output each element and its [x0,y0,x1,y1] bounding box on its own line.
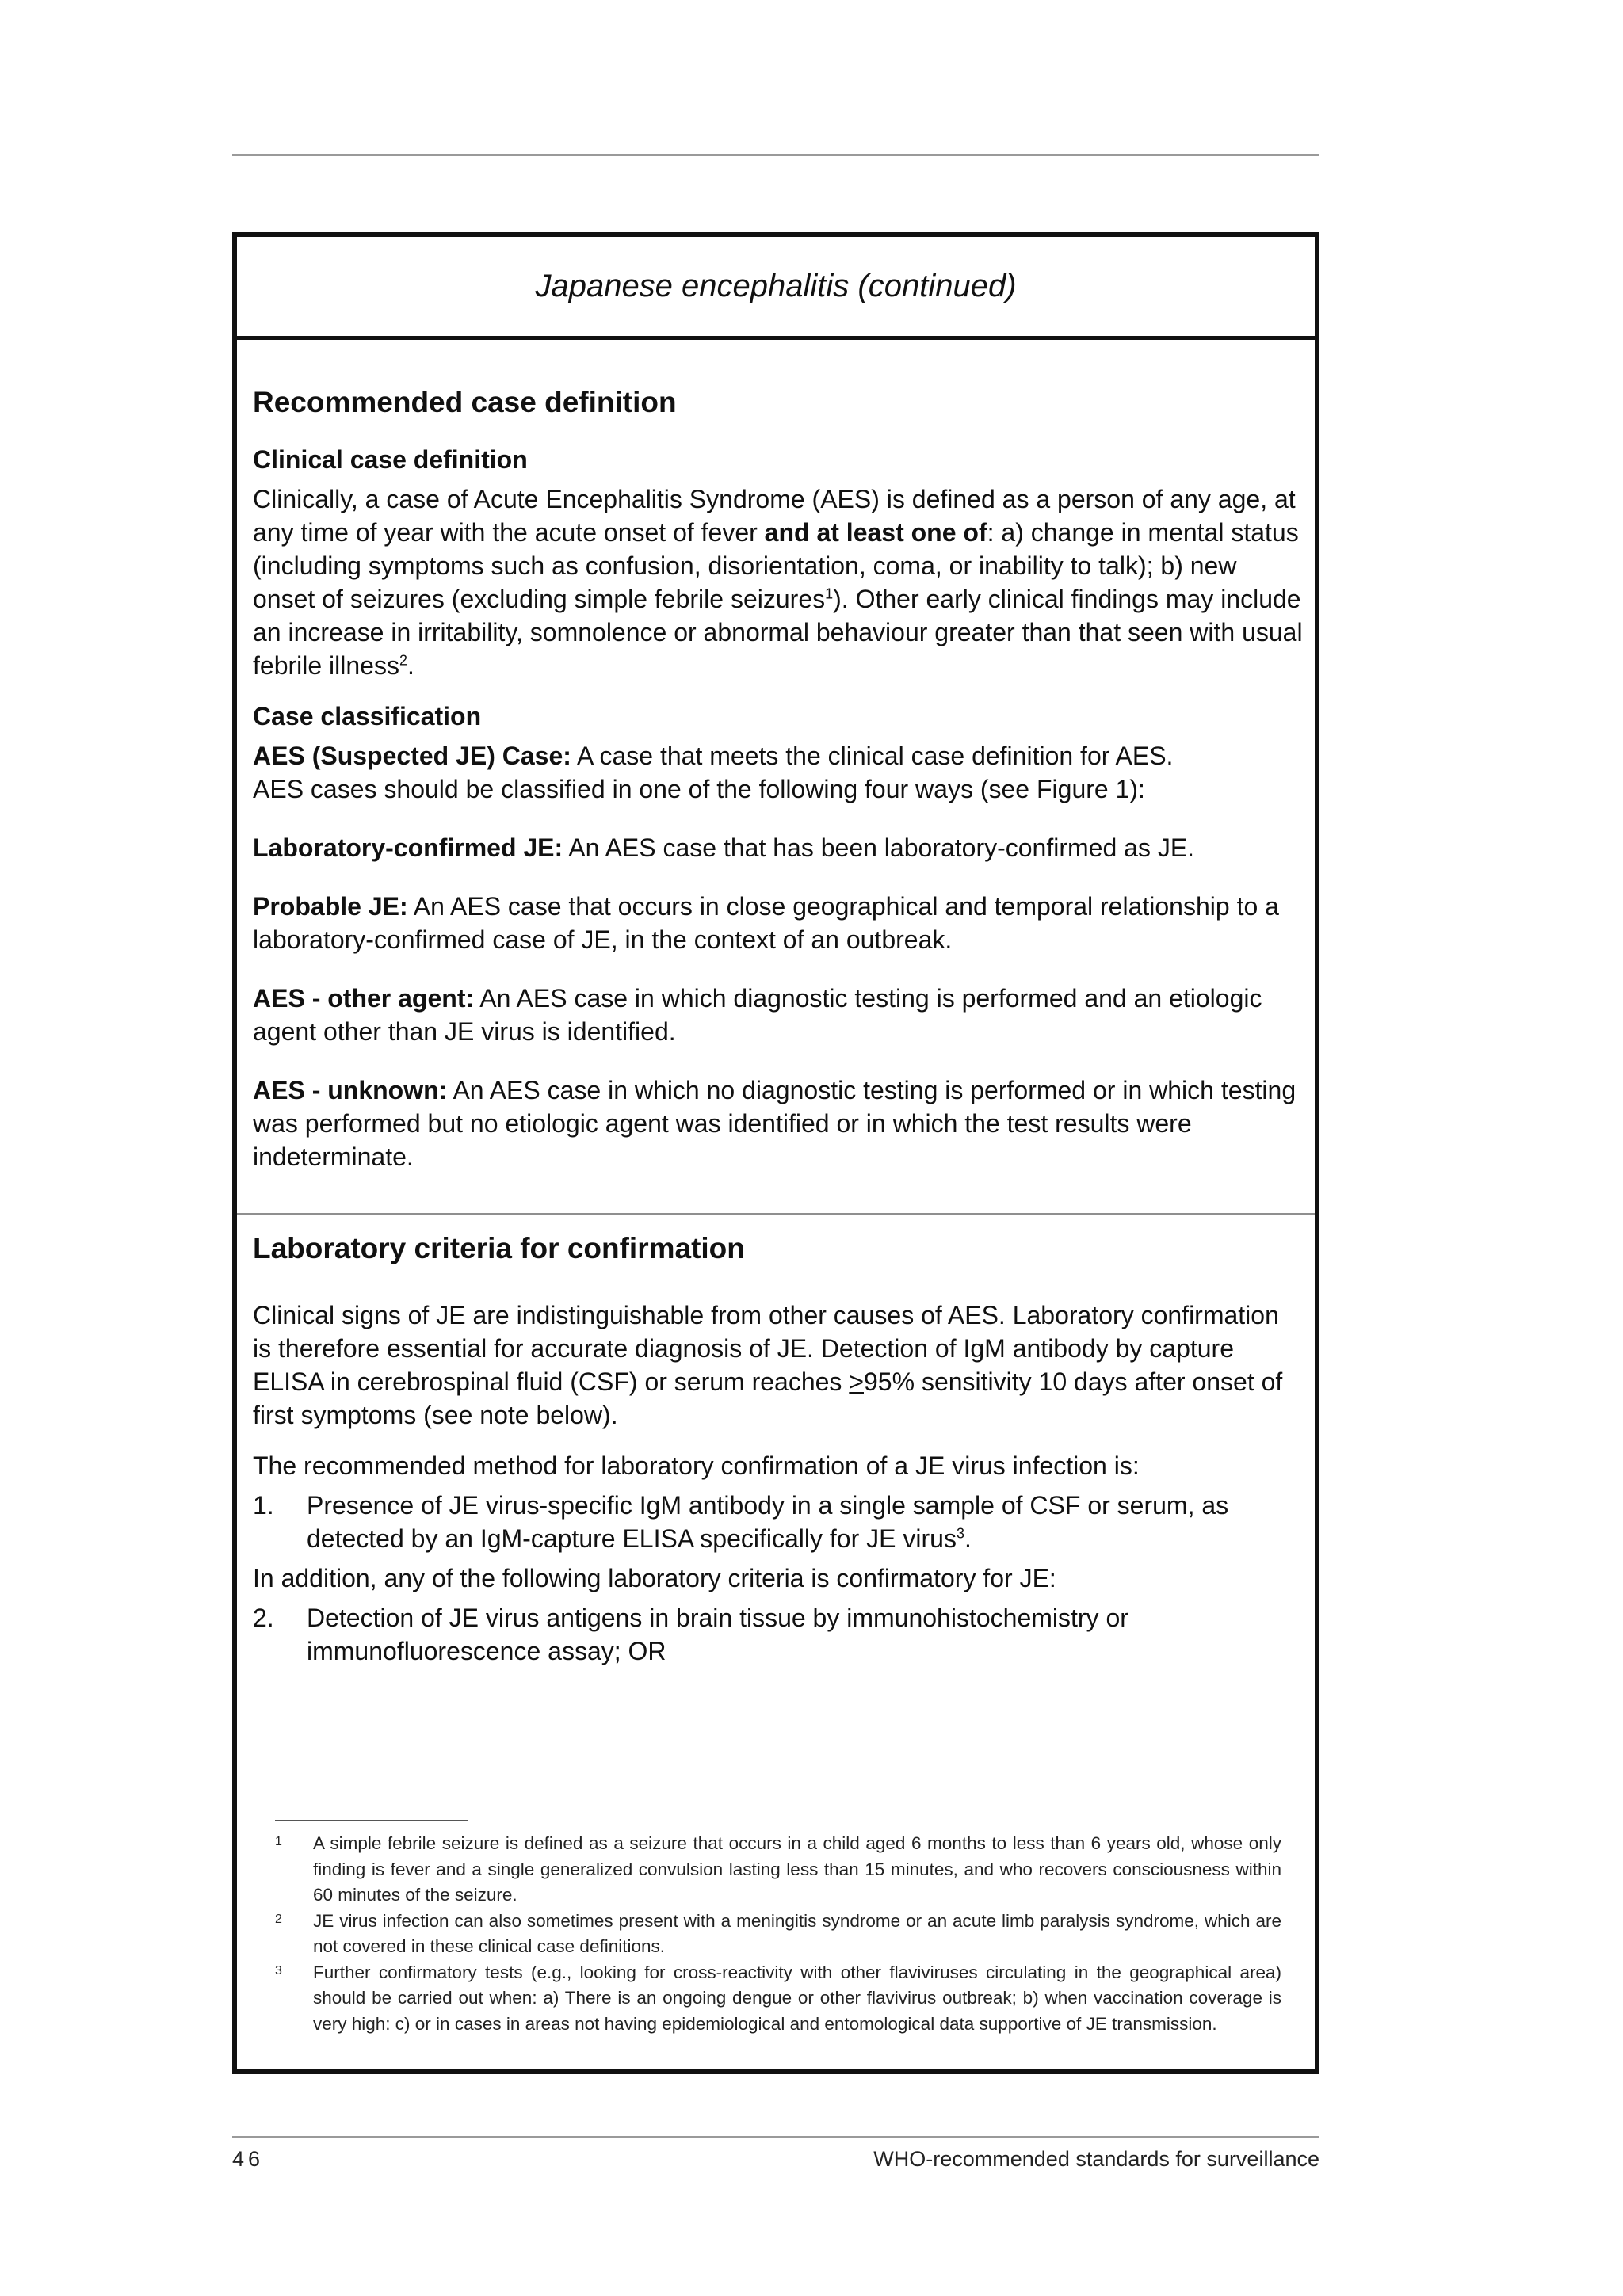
footnotes [275,1831,1281,2037]
footnote-2 [275,1909,1281,1960]
footnote-text: Further confirmatory tests (e.g., looking for cross-reactivity with other flaviviruses circulating in the geographical area) should be carried out when: a) There is an ongoing dengue or other flavivirus outbreak; b) when vaccination coverage is very high: c) or in cases in areas not having epidemiological and entomological data supportive of JE transmission. [313,1962,1281,2034]
clinical-case-paragraph: Clinically, a case of Acute Encephalitis Syndrome (AES) is defined as a person of any age, at any time of year with the acute onset of fever and at least one of: a) change in mental status (including symptoms such as confusion, disorientation, coma, or inability to talk); b) new onset of seizures (excluding simple febrile seizures$^1$). Other early clinical findings may include an increase in irritability, somnolence or abnormal behaviour greater than that seen with usual febrile illness$^2$. [253,485,1303,680]
clinical-case-heading: Clinical case definition [253,445,528,474]
footnote-number: 1 [275,1835,282,1848]
footnote-ref-3: 3 [956,1525,964,1542]
criteria-item-2: 2. Detection of JE virus antigens in brain tissue by immunohistochemistry or immunofluorescence assay; OR [253,1601,1303,1668]
footnote-text: JE virus infection can also sometimes present with a meningitis syndrome or an acute limb paralysis syndrome, which are not covered in these clinical case definitions. [313,1910,1281,1956]
unknown-paragraph: AES - unknown: An AES case in which no diagnostic testing is performed or in which testing was performed but no etiologic agent was identified or in which the test results were indeterminate. [253,1076,1296,1171]
content-frame [232,232,1319,2074]
lab-criteria-heading: Laboratory criteria for confirmation [253,1232,745,1264]
additional-criteria-paragraph: In addition, any of the following laboratory criteria is confirmatory for JE: [253,1564,1056,1592]
footnote-3 [275,1960,1281,2038]
greater-equal-symbol: > [849,1367,864,1396]
footnote-ref-2: 2 [399,652,407,669]
footnote-text: A simple febrile seizure is defined as a seizure that occurs in a child aged 6 months to less than 6 years old, whose only finding is fever and a single generalized convulsion lasting less than 15 minutes, and who recovers consciousness within 60 minutes of the seizure. [313,1833,1281,1905]
case-definition-section [253,384,1303,1191]
suspected-case-paragraph: AES (Suspected JE) Case: A case that meets the clinical case definition for AES. AES cases should be classified in one of the following four ways (see Figure 1): [253,742,1174,803]
list-number: 2. [253,1604,274,1632]
criteria-item-1: 1. Presence of JE virus-specific IgM antibody in a single sample of CSF or serum, as detected by an IgM-capture ELISA specifically for JE virus$^3$. [253,1489,1303,1555]
page-title: Japanese encephalitis (continued) [237,237,1315,340]
footnote-number: 2 [275,1912,282,1926]
footnote-ref-1: 1 [825,585,834,602]
page-number: 46 [232,2147,265,2171]
footnote-number: 3 [275,1963,282,1978]
lab-criteria-section [253,1230,1303,1674]
recommended-method-paragraph: The recommended method for laboratory confirmation of a JE virus infection is: [253,1451,1140,1480]
other-agent-paragraph: AES - other agent: An AES case in which diagnostic testing is performed and an etiologic agent other than JE virus is identified. [253,984,1262,1046]
case-definition-heading: Recommended case definition [253,386,677,418]
lab-confirmed-paragraph: Laboratory-confirmed JE: An AES case that has been laboratory-confirmed as JE. [253,833,1195,862]
footnote-1 [275,1831,1281,1909]
probable-je-paragraph: Probable JE: An AES case that occurs in close geographical and temporal relationship to a laboratory-confirmed case of JE, in the context of an outbreak. [253,892,1279,954]
section-divider [237,1213,1315,1215]
running-footer-title: WHO-recommended standards for surveillance [873,2147,1319,2171]
footer-rule [232,2136,1319,2138]
lab-criteria-intro: Clinical signs of JE are indistinguishable from other causes of AES. Laboratory confirmation is therefore essential for accurate diagnosis of JE. Detection of IgM antibody by capture ELISA in cerebrospinal fluid (CSF) or serum reaches >95% sensitivity 10 days after onset of first symptoms (see note below). [253,1301,1283,1429]
case-classification-heading: Case classification [253,702,482,730]
list-number: 1. [253,1491,274,1520]
footnote-rule [275,1820,468,1821]
header-rule [232,154,1319,156]
